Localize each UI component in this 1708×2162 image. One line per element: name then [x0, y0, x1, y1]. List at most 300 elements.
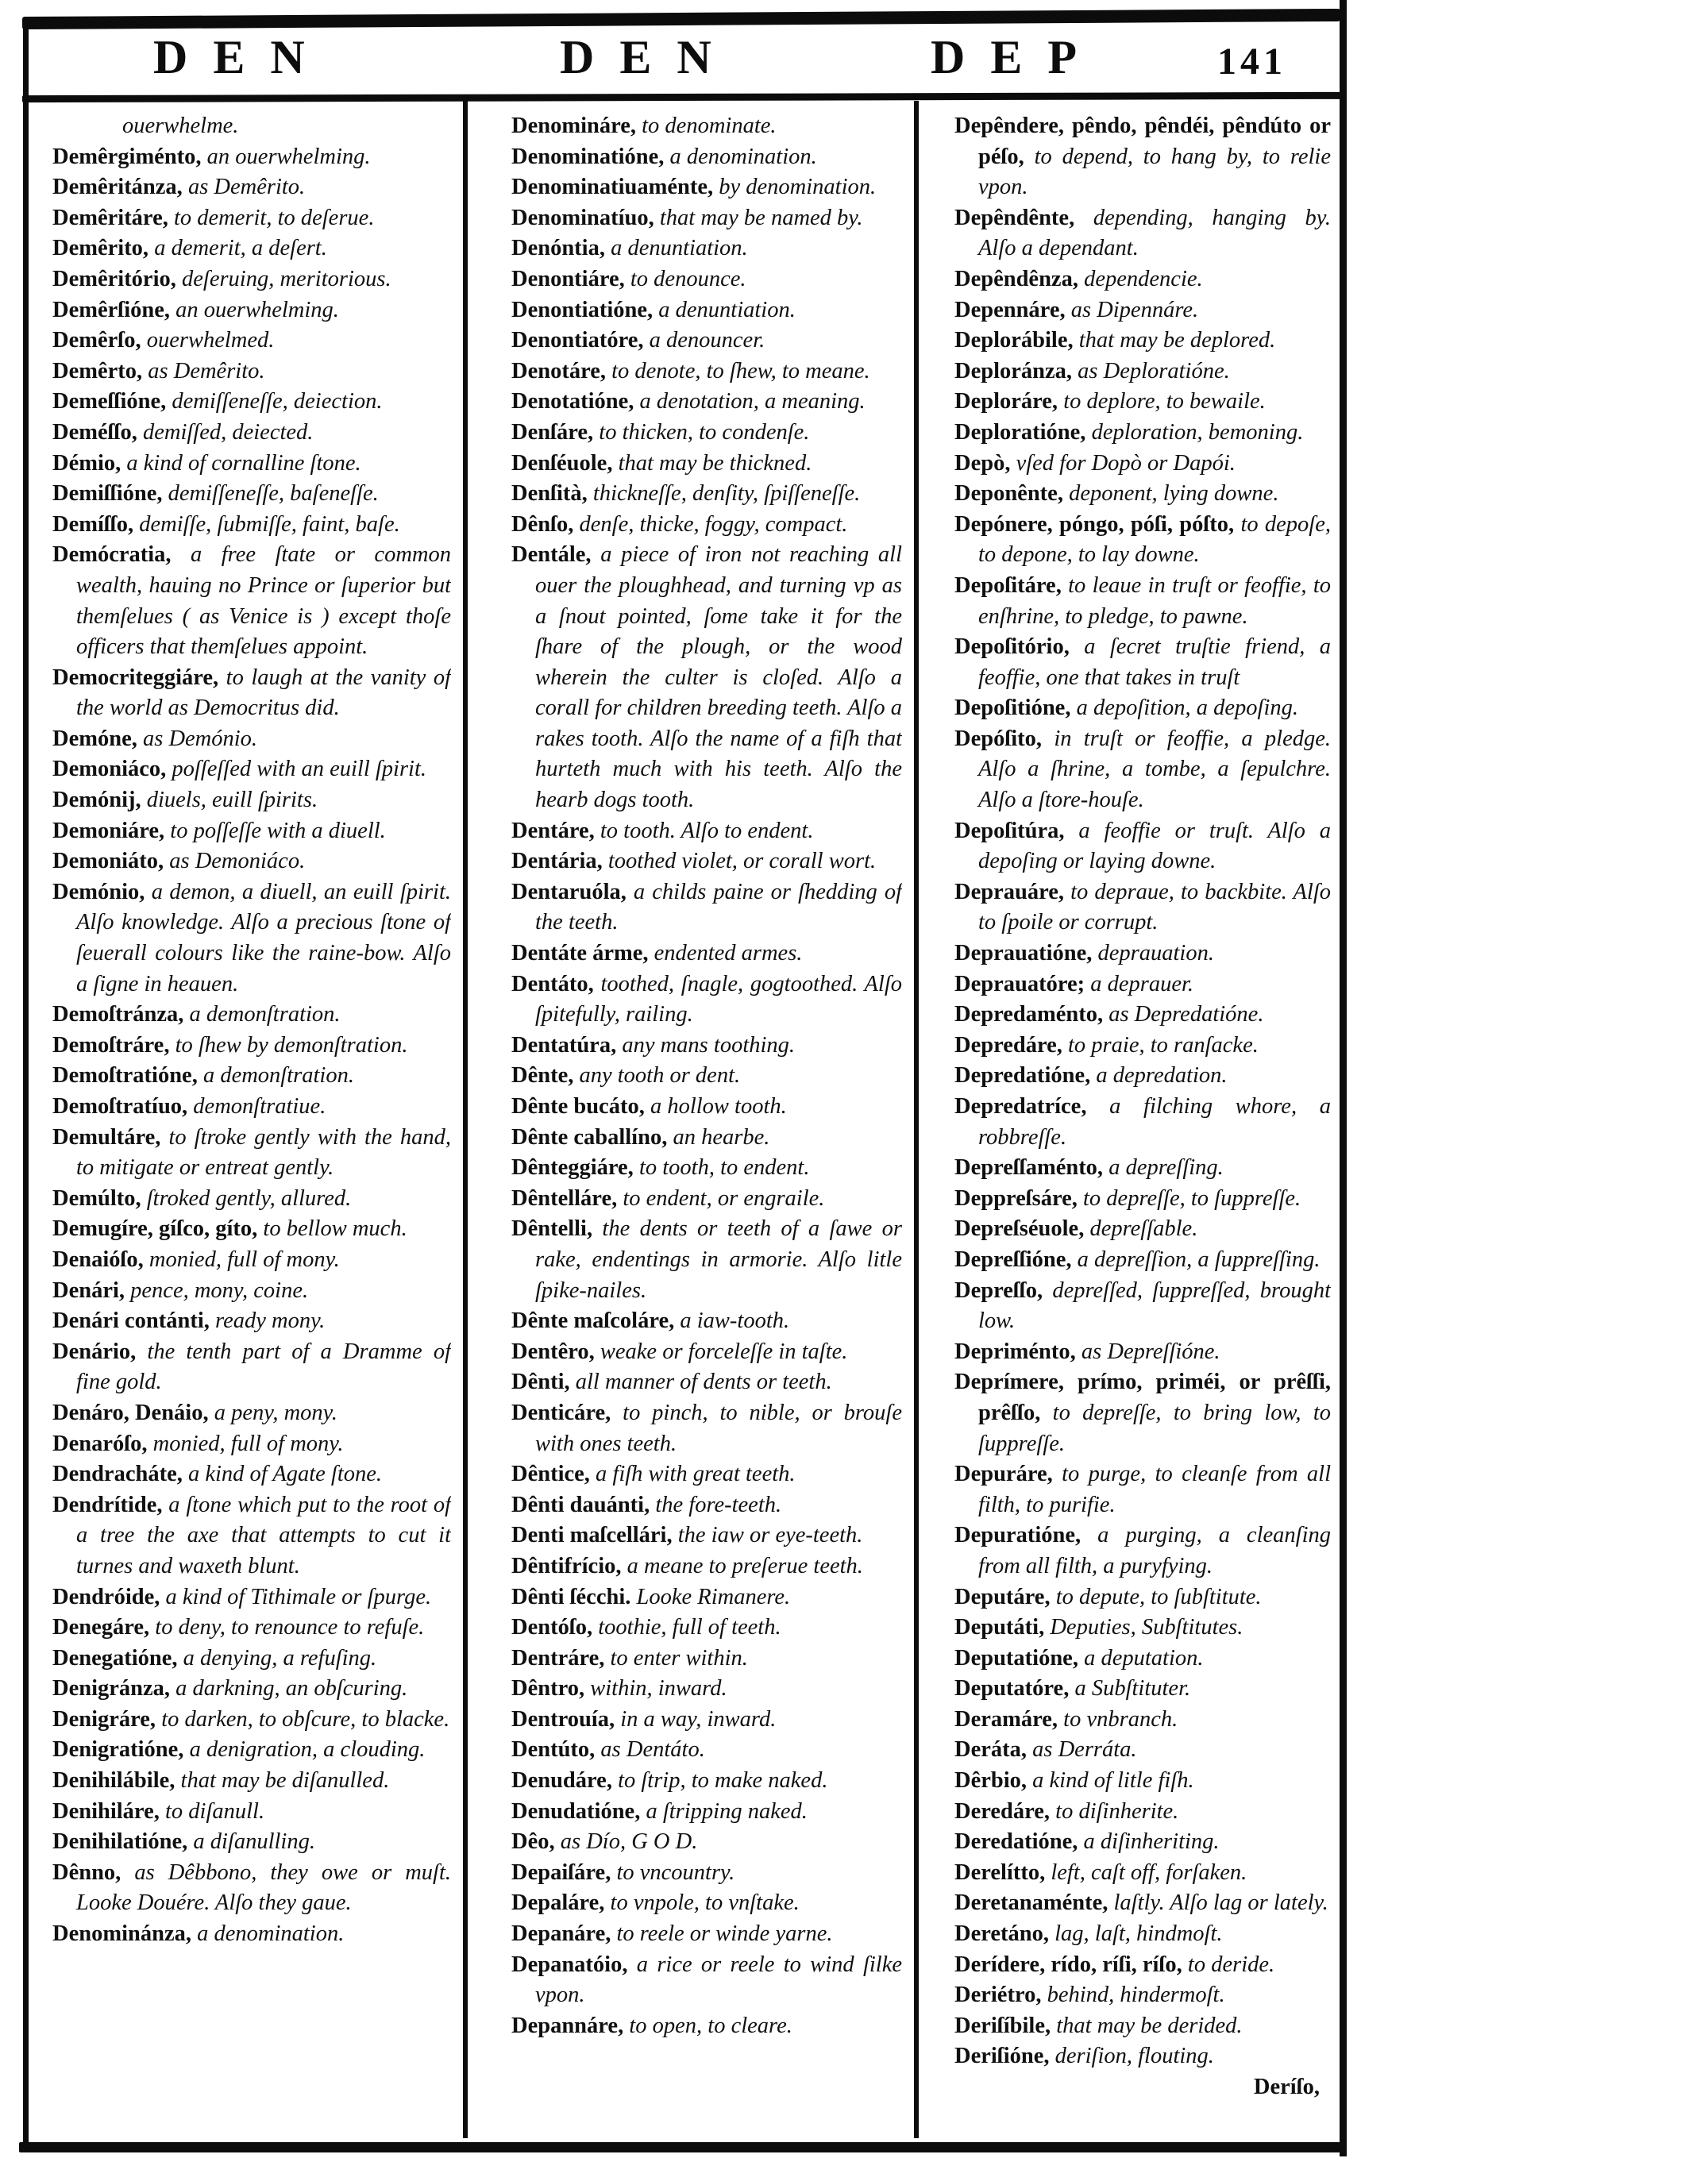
entry-term: Dêntelláre, [511, 1185, 618, 1211]
entry-definition: as Dentáto. [595, 1737, 705, 1763]
entry-term: Dentáre, [511, 818, 595, 843]
entry-definition: to leaue in truſt or feoffie, to enſhrine, to pledge, to pawne. [978, 572, 1331, 629]
dictionary-entry [52, 418, 451, 449]
entry-definition: a diſanulling. [187, 1829, 315, 1855]
entry-term: Deméſſo, [52, 419, 137, 445]
entry-definition: to ſtroke gently with the hand, to mitigate or entreat gently. [76, 1124, 451, 1181]
entry-definition: deſeruing, meritorious. [175, 266, 391, 291]
entry-term: Denigráre, [52, 1706, 156, 1732]
dictionary-entry [52, 1031, 451, 1062]
entry-definition: Deputies, Subſtitutes. [1044, 1615, 1243, 1640]
entry-definition: deriſion, flouting. [1049, 2044, 1214, 2069]
dictionary-entry [954, 1000, 1331, 1031]
entry-definition: depreſſed, ſuppreſſed, brought low. [978, 1278, 1331, 1334]
entry-term: Denegáre, [52, 1615, 150, 1640]
dictionary-entry [52, 1123, 451, 1184]
dictionary-entry [954, 387, 1331, 418]
entry-term: Depónere, póngo, póſi, póſto, [954, 511, 1235, 537]
entry-term: Depanáre, [511, 1921, 611, 1947]
entry-definition: deprauation. [1092, 941, 1214, 966]
entry-term: Denſáre, [511, 419, 594, 445]
entry-term: Démio, [52, 450, 121, 476]
dictionary-entry [511, 510, 902, 541]
entry-term: Dênte bucáto, [511, 1094, 645, 1119]
entry-term: Dentále, [511, 542, 592, 568]
dictionary-entry [511, 1459, 902, 1490]
entry-definition: as Dío, G O D. [554, 1829, 698, 1855]
entry-term: Deráta, [954, 1737, 1027, 1763]
dictionary-entry [52, 1582, 451, 1613]
dictionary-entry [52, 1214, 451, 1245]
entry-term: Denominatióne, [511, 144, 665, 169]
entry-term: Depannáre, [511, 2013, 624, 2038]
dictionary-entry [511, 203, 902, 234]
dictionary-entry [954, 1276, 1331, 1337]
dictionary-entry [52, 1398, 451, 1429]
dictionary-entry [954, 1888, 1331, 1919]
entry-definition: in truſt or feoffie, a pledge. Alſo a ſhrine, a tombe, a ſepulchre. Alſo a ſtore-houſe. [978, 726, 1331, 813]
entry-definition: that may be deplored. [1073, 328, 1276, 353]
entry-definition: to poſſeſſe with a diuell. [164, 818, 386, 843]
entry-term: Dêrbio, [954, 1768, 1027, 1794]
entry-definition: a denouncer. [643, 328, 765, 353]
entry-term: Depêndênza, [954, 266, 1078, 291]
entry-definition: depending, hanging by. Alſo a dependant. [978, 205, 1331, 261]
dictionary-entry [954, 816, 1331, 877]
entry-definition: any tooth or dent. [573, 1063, 741, 1089]
dictionary-entry [511, 1061, 902, 1092]
entry-definition: by denomination. [713, 175, 877, 200]
dictionary-entry [954, 1797, 1331, 1828]
entry-definition: vſed for Dopò or Dapói. [1010, 450, 1236, 476]
entry-term: Deputatióne, [954, 1645, 1078, 1671]
dictionary-entry [511, 877, 902, 938]
dictionary-entry [511, 142, 902, 173]
dictionary-entry [511, 295, 902, 326]
entry-definition: an hearbe. [667, 1124, 770, 1150]
entry-definition: an ouerwhelming. [201, 144, 371, 169]
entry-term: Demónio, [52, 879, 145, 904]
dictionary-entry [52, 172, 451, 203]
entry-definition: to depreſſe, to ſuppreſſe. [1077, 1185, 1301, 1211]
dictionary-entry [52, 326, 451, 356]
dictionary-entry [954, 111, 1331, 203]
entry-term: Dendrítide, [52, 1492, 163, 1517]
entry-definition: to depreſſe, to bring low, to ſuppreſſe. [978, 1400, 1331, 1456]
dictionary-entry [511, 1398, 902, 1459]
dictionary-entry [52, 479, 451, 510]
entry-definition: the dents or teeth of a ſawe or rake, endentings in armorie. Alſo litle ſpike-nailes. [535, 1216, 902, 1303]
entry-definition: an ouerwhelming. [169, 297, 339, 322]
entry-definition: a denotation, a meaning. [634, 389, 866, 414]
dictionary-entry [52, 111, 451, 142]
bottom-rule [19, 2142, 1340, 2152]
entry-definition: a piece of iron not reaching all ouer the ploughhead, and turning vp as a ſnout pointed, ſome take it for the ſhare of the plough, or the wood wherein the culter is cloſed. Alſo a corall for children breeding teeth. Alſo a rakes tooth. Alſo the name of a fiſh that hurteth much with his teeth. Alſo the hearb dogs tooth. [535, 542, 902, 813]
entry-term: Depreſſióne, [954, 1247, 1072, 1272]
entry-term: Denticáre, [511, 1400, 611, 1425]
dictionary-entry [511, 1888, 902, 1919]
entry-term: Depennáre, [954, 297, 1066, 322]
entry-term: Demúlto, [52, 1185, 141, 1211]
entry-definition: to vnpole, to vnſtake. [604, 1890, 800, 1916]
entry-term: Dendróide, [52, 1584, 160, 1609]
dictionary-entry [954, 1950, 1331, 1981]
dictionary-entry [52, 816, 451, 847]
entry-term: Deredáre, [954, 1798, 1051, 1824]
entry-definition: as Dipennáre. [1065, 297, 1199, 322]
entry-definition: to reele or winde yarne. [611, 1921, 833, 1947]
dictionary-entry [52, 1797, 451, 1828]
entry-term: Demiſſióne, [52, 481, 163, 507]
entry-term: Derídere, rído, ríſi, ríſo, [954, 1952, 1182, 1977]
entry-definition: to laugh at the vanity of the world as Democritus did. [76, 665, 451, 721]
entry-term: Denotatióne, [511, 389, 634, 414]
dictionary-entry [954, 356, 1331, 387]
entry-definition: that may be thickned. [612, 450, 812, 476]
entry-definition: demiſſeneſſe, baſeneſſe. [162, 481, 379, 507]
dictionary-entry [511, 540, 902, 815]
entry-definition: weake or forceleſſe in taſte. [594, 1339, 848, 1364]
dictionary-entry [954, 1031, 1331, 1062]
dictionary-entry [511, 111, 902, 142]
entry-term: Denti maſcellári, [511, 1523, 673, 1548]
entry-definition: a demon, a diuell, an euill ſpirit. Alſo knowledge. Alſo a precious ſtone of ſeuerall colours like the raine-bow. Alſo a ſigne in heauen. [76, 879, 451, 996]
dictionary-entry [52, 203, 451, 234]
entry-term: Denontiatóre, [511, 328, 644, 353]
entry-term: Denominánza, [52, 1921, 191, 1947]
entry-definition: thickneſſe, denſity, ſpiſſeneſſe. [587, 481, 861, 507]
dictionary-entry [52, 449, 451, 480]
dictionary-entry [954, 2011, 1331, 2042]
entry-term: Dentráre, [511, 1645, 605, 1671]
dictionary-entry [52, 510, 451, 541]
entry-term: Dentrouía, [511, 1706, 615, 1732]
dictionary-entry [511, 1031, 902, 1062]
dictionary-entry [52, 1674, 451, 1705]
entry-term: Deplorábile, [954, 328, 1074, 353]
dictionary-entry [954, 724, 1331, 816]
entry-definition: to pinch, to nible, or brouſe with ones teeth. [535, 1400, 902, 1456]
entry-definition: toothed, ſnagle, gogtoothed. Alſo ſpitefully, railing. [535, 971, 902, 1027]
entry-term: Denomináre, [511, 114, 637, 138]
dictionary-entry [52, 1735, 451, 1766]
entry-term: Denſéuole, [511, 450, 613, 476]
dictionary-entry [511, 326, 902, 356]
dictionary-entry [52, 1000, 451, 1031]
dictionary-entry [511, 1490, 902, 1521]
dictionary-entry [954, 295, 1331, 326]
entry-definition: to deride. [1182, 1952, 1275, 1977]
entry-definition: Looke Rimanere. [630, 1584, 791, 1609]
entry-term: Depreſſo, [954, 1278, 1043, 1303]
dictionary-entry [52, 142, 451, 173]
entry-definition: a demonſtration. [197, 1063, 354, 1089]
header-section-center: DEN [560, 31, 737, 83]
entry-term: Denihilábile, [52, 1768, 175, 1794]
dictionary-entry [52, 785, 451, 816]
dictionary-entry [954, 1644, 1331, 1674]
entry-definition: to diſinherite. [1050, 1798, 1179, 1824]
entry-definition: as Demónio. [137, 726, 258, 751]
dictionary-entry [52, 663, 451, 724]
entry-term: Denotáre, [511, 358, 606, 383]
entry-term: Depredatríce, [954, 1094, 1087, 1119]
entry-term: Denári contánti, [52, 1308, 210, 1334]
dictionary-entry [954, 1980, 1331, 2011]
entry-term: Dênte maſcoláre, [511, 1308, 675, 1334]
dictionary-entry [954, 1153, 1331, 1184]
dictionary-entry [954, 1459, 1331, 1520]
entry-definition: to endent, or engraile. [617, 1185, 825, 1211]
entry-term: Depò, [954, 450, 1011, 476]
entry-definition: a Subſtituter. [1069, 1676, 1191, 1701]
dictionary-entry [511, 2011, 902, 2042]
dictionary-entry [52, 1490, 451, 1582]
entry-definition: lag, laſt, hindmoſt. [1048, 1921, 1223, 1947]
dictionary-entry [511, 264, 902, 295]
entry-term: Depredaménto, [954, 1002, 1104, 1027]
entry-term: Demêrſióne, [52, 297, 170, 322]
entry-term: Derelítto, [954, 1859, 1046, 1885]
entry-definition: all manner of dents or teeth. [569, 1370, 832, 1395]
column-2 [511, 111, 902, 2141]
entry-definition: to vncountry. [611, 1859, 735, 1885]
entry-definition: a kind of litle fiſh. [1027, 1768, 1194, 1794]
entry-definition: toothed violet, or corall wort. [602, 849, 877, 874]
entry-term: Demoniáre, [52, 818, 165, 843]
entry-term: Dentária, [511, 849, 603, 874]
entry-term: Deprauatióne, [954, 941, 1093, 966]
entry-term: Denigratióne, [52, 1737, 184, 1763]
entry-term: Denaróſo, [52, 1431, 148, 1456]
entry-term: Dênteggiáre, [511, 1155, 634, 1181]
entry-term: Demoniáco, [52, 757, 167, 782]
entry-term: Deretanaménte, [954, 1890, 1108, 1916]
dictionary-entry [954, 571, 1331, 632]
dictionary-entry [52, 1092, 451, 1123]
dictionary-entry [511, 1735, 902, 1766]
entry-definition: pence, mony, coine. [125, 1278, 309, 1303]
entry-term: Dêntifrício, [511, 1553, 622, 1578]
entry-definition: a kind of cornalline ſtone. [121, 450, 361, 476]
dictionary-entry [511, 1551, 902, 1582]
entry-term: Demêritánza, [52, 175, 183, 200]
dictionary-entry [52, 1184, 451, 1215]
dictionary-entry [511, 356, 902, 387]
entry-term: Dentáto, [511, 971, 594, 996]
dictionary-entry [511, 1919, 902, 1950]
entry-definition: a feoffie or truſt. Alſo a depoſing or laying downe. [978, 818, 1331, 874]
entry-definition: that may be named by. [654, 205, 863, 230]
dictionary-entry [954, 479, 1331, 510]
entry-term: Deprauatóre; [954, 971, 1085, 996]
entry-term: Deploránza, [954, 358, 1073, 383]
header-section-right: DEP [931, 31, 1102, 83]
column-3-entries [954, 111, 1331, 2072]
entry-definition: a ſtripping naked. [640, 1798, 808, 1824]
dictionary-entry [954, 1674, 1331, 1705]
entry-definition: a free ſtate or common wealth, hauing no Prince or ſuperior but themſelues ( as Venice is ) except thoſe officers that themſelues appoint. [76, 542, 451, 660]
dictionary-entry [954, 1858, 1331, 1889]
entry-term: Dentêro, [511, 1339, 595, 1364]
entry-term: Denóntia, [511, 236, 605, 261]
entry-definition: a denomination. [191, 1921, 345, 1947]
dictionary-entry [52, 264, 451, 295]
dictionary-entry [954, 2041, 1331, 2072]
entry-term: Depredáre, [954, 1032, 1062, 1058]
entry-definition: to thicken, to condenſe. [593, 419, 810, 445]
entry-definition: in a way, inward. [615, 1706, 777, 1732]
entry-term: Demoniáto, [52, 849, 164, 874]
dictionary-entry [52, 1644, 451, 1674]
entry-definition: as Deploratióne. [1072, 358, 1230, 383]
entry-definition: to purge, to cleanſe from all filth, to purifie. [978, 1462, 1331, 1517]
dictionary-entry [954, 1735, 1331, 1766]
dictionary-entry [954, 969, 1331, 1000]
dictionary-entry [954, 1827, 1331, 1858]
column-3 [954, 111, 1331, 2141]
entry-definition: a diſinheriting. [1078, 1829, 1220, 1855]
column-1 [52, 111, 451, 2141]
entry-definition: behind, hindermoſt. [1041, 1983, 1225, 2008]
entry-term: Deredatióne, [954, 1829, 1078, 1855]
dictionary-entry [511, 816, 902, 847]
entry-term: Dentaruóla, [511, 879, 627, 904]
dictionary-entry [954, 264, 1331, 295]
dictionary-entry [511, 1858, 902, 1889]
entry-definition: any mans toothing. [616, 1032, 796, 1058]
entry-definition: laſtly. Alſo lag or lately. [1108, 1890, 1328, 1916]
dictionary-entry [954, 1766, 1331, 1797]
entry-definition: that may be derided. [1051, 2013, 1243, 2038]
entry-definition: a denuntiation. [604, 236, 748, 261]
entry-definition: a fiſh with great teeth. [589, 1462, 796, 1487]
dictionary-entry [52, 295, 451, 326]
entry-term: Demóne, [52, 726, 137, 751]
entry-term: Depaláre, [511, 1890, 605, 1916]
dictionary-entry [954, 326, 1331, 356]
entry-term: Denihiláre, [52, 1798, 160, 1824]
entry-definition: demonſtratiue. [187, 1094, 326, 1119]
entry-definition: a iaw-tooth. [674, 1308, 790, 1334]
dictionary-entry [511, 449, 902, 480]
dictionary-entry [52, 356, 451, 387]
entry-term: Denontiáre, [511, 266, 625, 291]
entry-definition: to tooth. Alſo to endent. [594, 818, 814, 843]
dictionary-entry [954, 632, 1331, 693]
entry-term: Denſità, [511, 481, 588, 507]
entry-term: Depanatóio, [511, 1952, 628, 1977]
entry-definition: as Derráta. [1027, 1737, 1137, 1763]
entry-term: Depóſito, [954, 726, 1043, 751]
entry-definition: a childs paine or ſhedding of the teeth. [535, 879, 902, 935]
entry-term: Dentóſo, [511, 1615, 593, 1640]
entry-term: Demêrto, [52, 358, 143, 383]
dictionary-entry [954, 1582, 1331, 1613]
dictionary-entry [954, 1184, 1331, 1215]
entry-term: Dênte caballíno, [511, 1124, 668, 1150]
dictionary-entry [954, 418, 1331, 449]
dictionary-entry [511, 418, 902, 449]
entry-term: Demoſtráre, [52, 1032, 170, 1058]
dictionary-entry [954, 877, 1331, 938]
entry-term: Dendracháte, [52, 1462, 183, 1487]
entry-definition: that may be diſanulled. [175, 1768, 390, 1794]
dictionary-entry [52, 1766, 451, 1797]
entry-definition: to diſanull. [159, 1798, 265, 1824]
dictionary-entry [52, 1459, 451, 1490]
entry-definition: a peny, mony. [208, 1400, 337, 1425]
entry-term: Dentúto, [511, 1737, 596, 1763]
entry-definition: to denote, to ſhew, to meane. [605, 358, 870, 383]
top-rule [22, 9, 1340, 29]
dictionary-entry [511, 1123, 902, 1154]
entry-definition: a darkning, an obſcuring. [170, 1676, 408, 1701]
entry-definition: to deplore, to bewaile. [1058, 389, 1266, 414]
dictionary-entry [52, 1337, 451, 1398]
entry-definition: to denominate. [636, 114, 777, 138]
entry-definition: as Depreſſióne. [1075, 1339, 1220, 1364]
header-section-left: DEN [153, 31, 330, 83]
entry-definition: a meane to preſerue teeth. [621, 1553, 863, 1578]
entry-term: Deramáre, [954, 1706, 1058, 1732]
entry-term: Depuratióne, [954, 1523, 1081, 1548]
entry-term: Demêrito, [52, 236, 149, 261]
entry-definition: a deprauer. [1085, 971, 1194, 996]
entry-term: Dêntro, [511, 1676, 585, 1701]
dictionary-entry [511, 233, 902, 264]
entry-definition: a denomination. [664, 144, 817, 169]
entry-term: Democriteggiáre, [52, 665, 219, 690]
entry-definition: toothie, full of teeth. [592, 1615, 781, 1640]
entry-definition: to open, to cleare. [623, 2013, 792, 2038]
entry-term: Depaiſáre, [511, 1859, 611, 1885]
dictionary-entry [52, 540, 451, 662]
entry-term: Dêntelli, [511, 1216, 593, 1242]
entry-definition: to deny, to renounce to refuſe. [149, 1615, 425, 1640]
entry-definition: a kind of Tithimale or ſpurge. [160, 1584, 432, 1609]
dictionary-entry [52, 1245, 451, 1276]
dictionary-entry [52, 1858, 451, 1919]
entry-definition: the iaw or eye-teeth. [672, 1523, 863, 1548]
entry-term: Dênti ſécchi. [511, 1584, 631, 1609]
column-divider-1 [463, 101, 468, 2138]
entry-definition: a demerit, a deſert. [148, 236, 327, 261]
entry-term: Denaióſo, [52, 1247, 144, 1272]
dictionary-entry [511, 1705, 902, 1736]
dictionary-entry [511, 1613, 902, 1644]
entry-definition: to demerit, to deſerue. [168, 205, 375, 230]
entry-term: Demoſtratíuo, [52, 1094, 188, 1119]
entry-definition: left, caſt off, forſaken. [1045, 1859, 1247, 1885]
entry-term: Deprímere, prímo, priméi, or prêſſi, prêſſo, [954, 1370, 1331, 1425]
entry-term: Deploráre, [954, 389, 1058, 414]
dictionary-entry [511, 172, 902, 203]
dictionary-entry [511, 1644, 902, 1674]
entry-definition: a denuntiation. [653, 297, 796, 322]
entry-definition: a deputation. [1078, 1645, 1204, 1671]
entry-definition: deponent, lying downe. [1062, 481, 1279, 507]
dictionary-entry [52, 724, 451, 755]
entry-term: Denominatiuaménte, [511, 175, 714, 200]
entry-term: Denudatióne, [511, 1798, 641, 1824]
entry-definition: a filching whore, a robbreſſe. [978, 1094, 1331, 1150]
entry-definition: endented armes. [648, 941, 803, 966]
entry-term: Dentáte árme, [511, 941, 649, 966]
dictionary-entry [52, 1613, 451, 1644]
dictionary-entry [954, 510, 1331, 571]
entry-definition: to enter within. [604, 1645, 748, 1671]
